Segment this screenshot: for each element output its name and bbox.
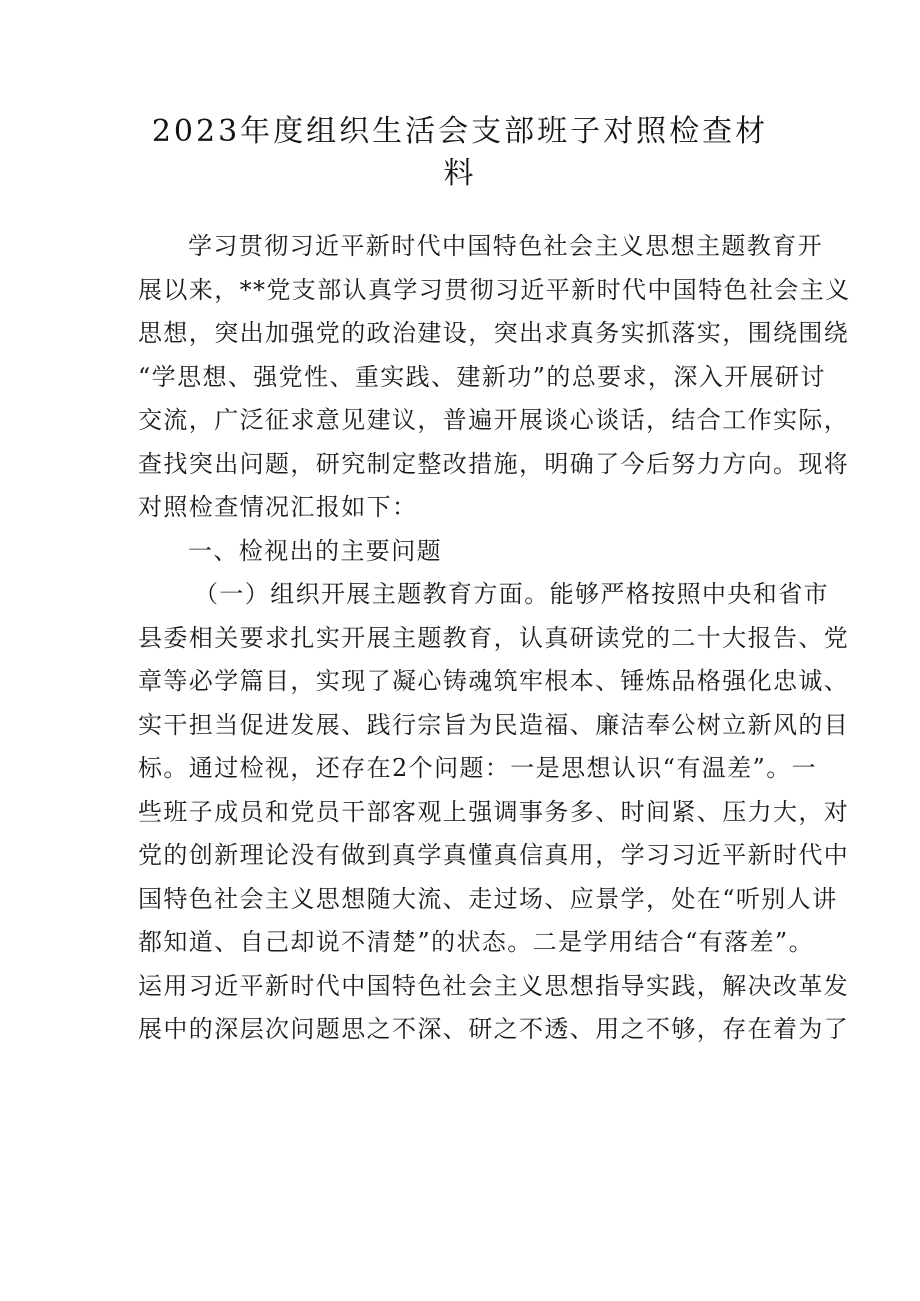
body-line: 展以来，**党支部认真学习贯彻习近平新时代中国特色社会主义 — [138, 275, 851, 304]
body-line: 标。通过检视，还存在2个问题：一是思想认识“有温差”。一 — [138, 754, 818, 782]
body-line: 运用习近平新时代中国特色社会主义思想指导实践，解决改革发 — [138, 971, 850, 1000]
body-line: 交流，广泛征求意见建议，普遍开展谈心谈话，结合工作实际， — [138, 406, 850, 434]
body-line: 展中的深层次问题思之不深、研之不透、用之不够，存在着为了 — [138, 1015, 850, 1043]
body-line: 对照检查情况汇报如下： — [138, 493, 418, 521]
document-title-line-2: 料 — [443, 156, 477, 191]
body-line: 章等必学篇目，实现了凝心铸魂筑牢根本、锤炼品格强化忠诚、 — [138, 667, 850, 695]
body-line: 国特色社会主义思想随大流、走过场、应景学，处在“听别人讲 — [138, 884, 838, 913]
body-line: 县委相关要求扎实开展主题教育，认真研读党的二十大报告、党 — [138, 623, 850, 652]
body-line: 些班子成员和党员干部客观上强调事务多、时间紧、压力大，对 — [138, 797, 850, 826]
body-line: （一）组织开展主题教育方面。能够严格按照中央和省市 — [194, 580, 829, 608]
body-line: 党的创新理论没有做到真学真懂真信真用，学习习近平新时代中 — [138, 841, 850, 869]
document-title-line-1: 2023年度组织生活会支部班子对照检查材 — [151, 114, 769, 149]
body-line: “学思想、强党性、重实践、建新功”的总要求，深入开展研讨 — [138, 362, 826, 391]
section-heading: 一、检视出的主要问题 — [188, 536, 442, 565]
body-line: 思想，突出加强党的政治建设，突出求真务实抓落实，围绕围绕 — [138, 319, 850, 347]
body-line: 查找突出问题，研究制定整改措施，明确了今后努力方向。现将 — [138, 449, 850, 478]
body-line: 实干担当促进发展、践行宗旨为民造福、廉洁奉公树立新风的目 — [138, 710, 850, 739]
body-line: 学习贯彻习近平新时代中国特色社会主义思想主题教育开 — [188, 232, 823, 260]
document-body — [138, 225, 851, 1052]
body-line: 都知道、自己却说不清楚”的状态。二是学用结合“有落差”。 — [138, 928, 815, 956]
